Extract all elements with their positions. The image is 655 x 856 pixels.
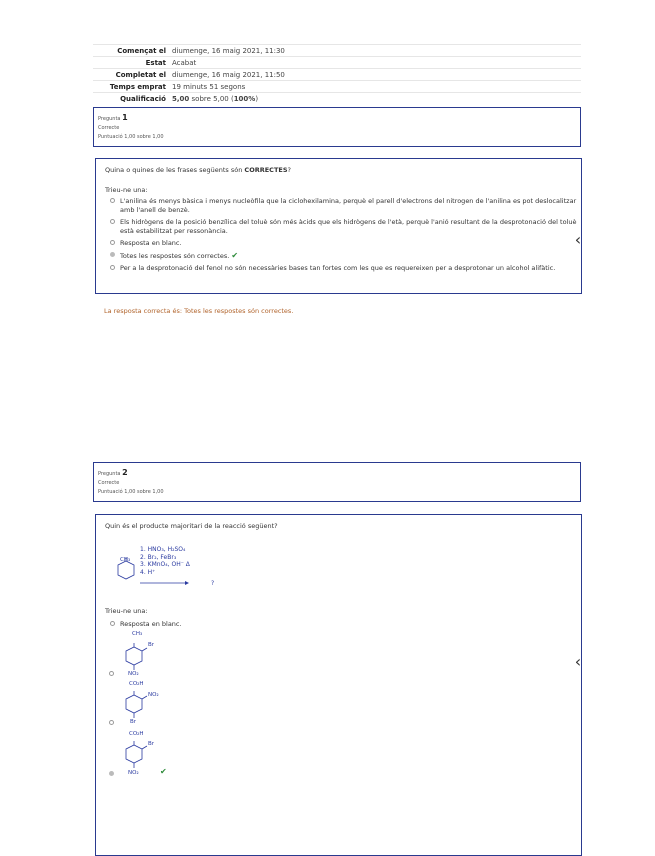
question-number: Pregunta 2 xyxy=(98,468,128,477)
question-1-info xyxy=(93,107,581,147)
answer-prompt: Trieu-ne una: xyxy=(105,186,148,194)
question-text: Quin és el producte majoritari de la reacció següent? xyxy=(105,522,278,530)
summary-row: Començat el diumenge, 16 maig 2021, 11:30 xyxy=(93,45,581,57)
question-status: Correcte xyxy=(98,480,120,486)
question-1-content xyxy=(95,158,582,294)
answer-option-selected[interactable]: Totes les respostes són correctes. ✔ xyxy=(110,251,581,261)
summary-row: Completat el diumenge, 16 maig 2021, 11:50 xyxy=(93,69,581,81)
reaction-arrow-icon xyxy=(140,579,190,587)
radio-button[interactable] xyxy=(110,240,115,245)
radio-button-checked[interactable] xyxy=(109,771,114,776)
question-text: Quina o quines de les frases següents són CORRECTES? xyxy=(105,166,291,174)
radio-button[interactable] xyxy=(109,671,114,676)
grade-value: 5,00 sobre 5,00 (100%) xyxy=(169,93,581,105)
answer-option[interactable]: Resposta en blanc. xyxy=(110,239,581,248)
check-icon: ✔ xyxy=(231,251,239,260)
answer-option[interactable]: Resposta en blanc. xyxy=(110,620,182,629)
radio-button[interactable] xyxy=(110,219,115,224)
radio-button[interactable] xyxy=(110,198,115,203)
attempt-summary xyxy=(93,44,581,104)
answer-prompt: Trieu-ne una: xyxy=(105,607,148,615)
answer-option[interactable]: Els hidrògens de la posició benzílica del toluè són més àcids que els hidrògens de l'età, perquè l'anió resultant de la desprotonació del toluè està estabilitzat per ressonància. xyxy=(110,218,581,236)
reagent-list: 1. HNO₃, H₂SO₄ 2. Br₂, FeBr₃ 3. KMnO₄, OH⁻ Δ 4. H⁺ xyxy=(140,546,190,576)
product-placeholder: ? xyxy=(211,580,215,587)
answer-option[interactable]: Per a la desprotonació del fenol no són necessàries bases tan fortes com les que es requereixen per a desprotonar un alcohol alifàtic. xyxy=(110,264,581,273)
question-number: Pregunta 1 xyxy=(98,113,128,122)
question-points: Puntuació 1,00 sobre 1,00 xyxy=(98,134,164,140)
chevron-left-icon[interactable]: ‹ xyxy=(574,652,582,671)
summary-row: Temps emprat 19 minuts 51 segons xyxy=(93,81,581,93)
question-2-content: Quin és el producte majoritari de la reacció següent? CH₃ 1. HNO₃, H₂SO₄ 2. Br₂, FeBr₃ 3. KMnO₄, OH⁻ Δ 4. H⁺ ? Trieu-ne una: Resposta en blanc. CH₃ Br NO₂ CO₂H NO₂ Br CO₂H Br NO₂ ✔ xyxy=(95,514,582,856)
correct-answer-feedback: La resposta correcta és: Totes les respostes són correctes. xyxy=(104,307,294,315)
radio-button[interactable] xyxy=(109,720,114,725)
summary-row: Estat Acabat xyxy=(93,57,581,69)
chevron-left-icon[interactable]: ‹ xyxy=(574,230,582,249)
radio-button-checked[interactable] xyxy=(110,252,115,257)
question-points: Puntuació 1,00 sobre 1,00 xyxy=(98,489,164,495)
radio-button[interactable] xyxy=(110,265,115,270)
question-status: Correcte xyxy=(98,125,120,131)
answer-option[interactable]: L'anilina és menys bàsica i menys nucleòfila que la ciclohexilamina, perquè el parell d'electrons del nitrogen de l'anilina es pot deslocalitzar amb l'anell de benzè. xyxy=(110,197,581,215)
radio-button[interactable] xyxy=(110,621,115,626)
summary-row-grade: Qualificació 5,00 sobre 5,00 (100%) xyxy=(93,93,581,105)
substituent-label: CH₃ xyxy=(120,557,131,563)
question-2-info xyxy=(93,462,581,502)
check-icon: ✔ xyxy=(160,767,167,776)
